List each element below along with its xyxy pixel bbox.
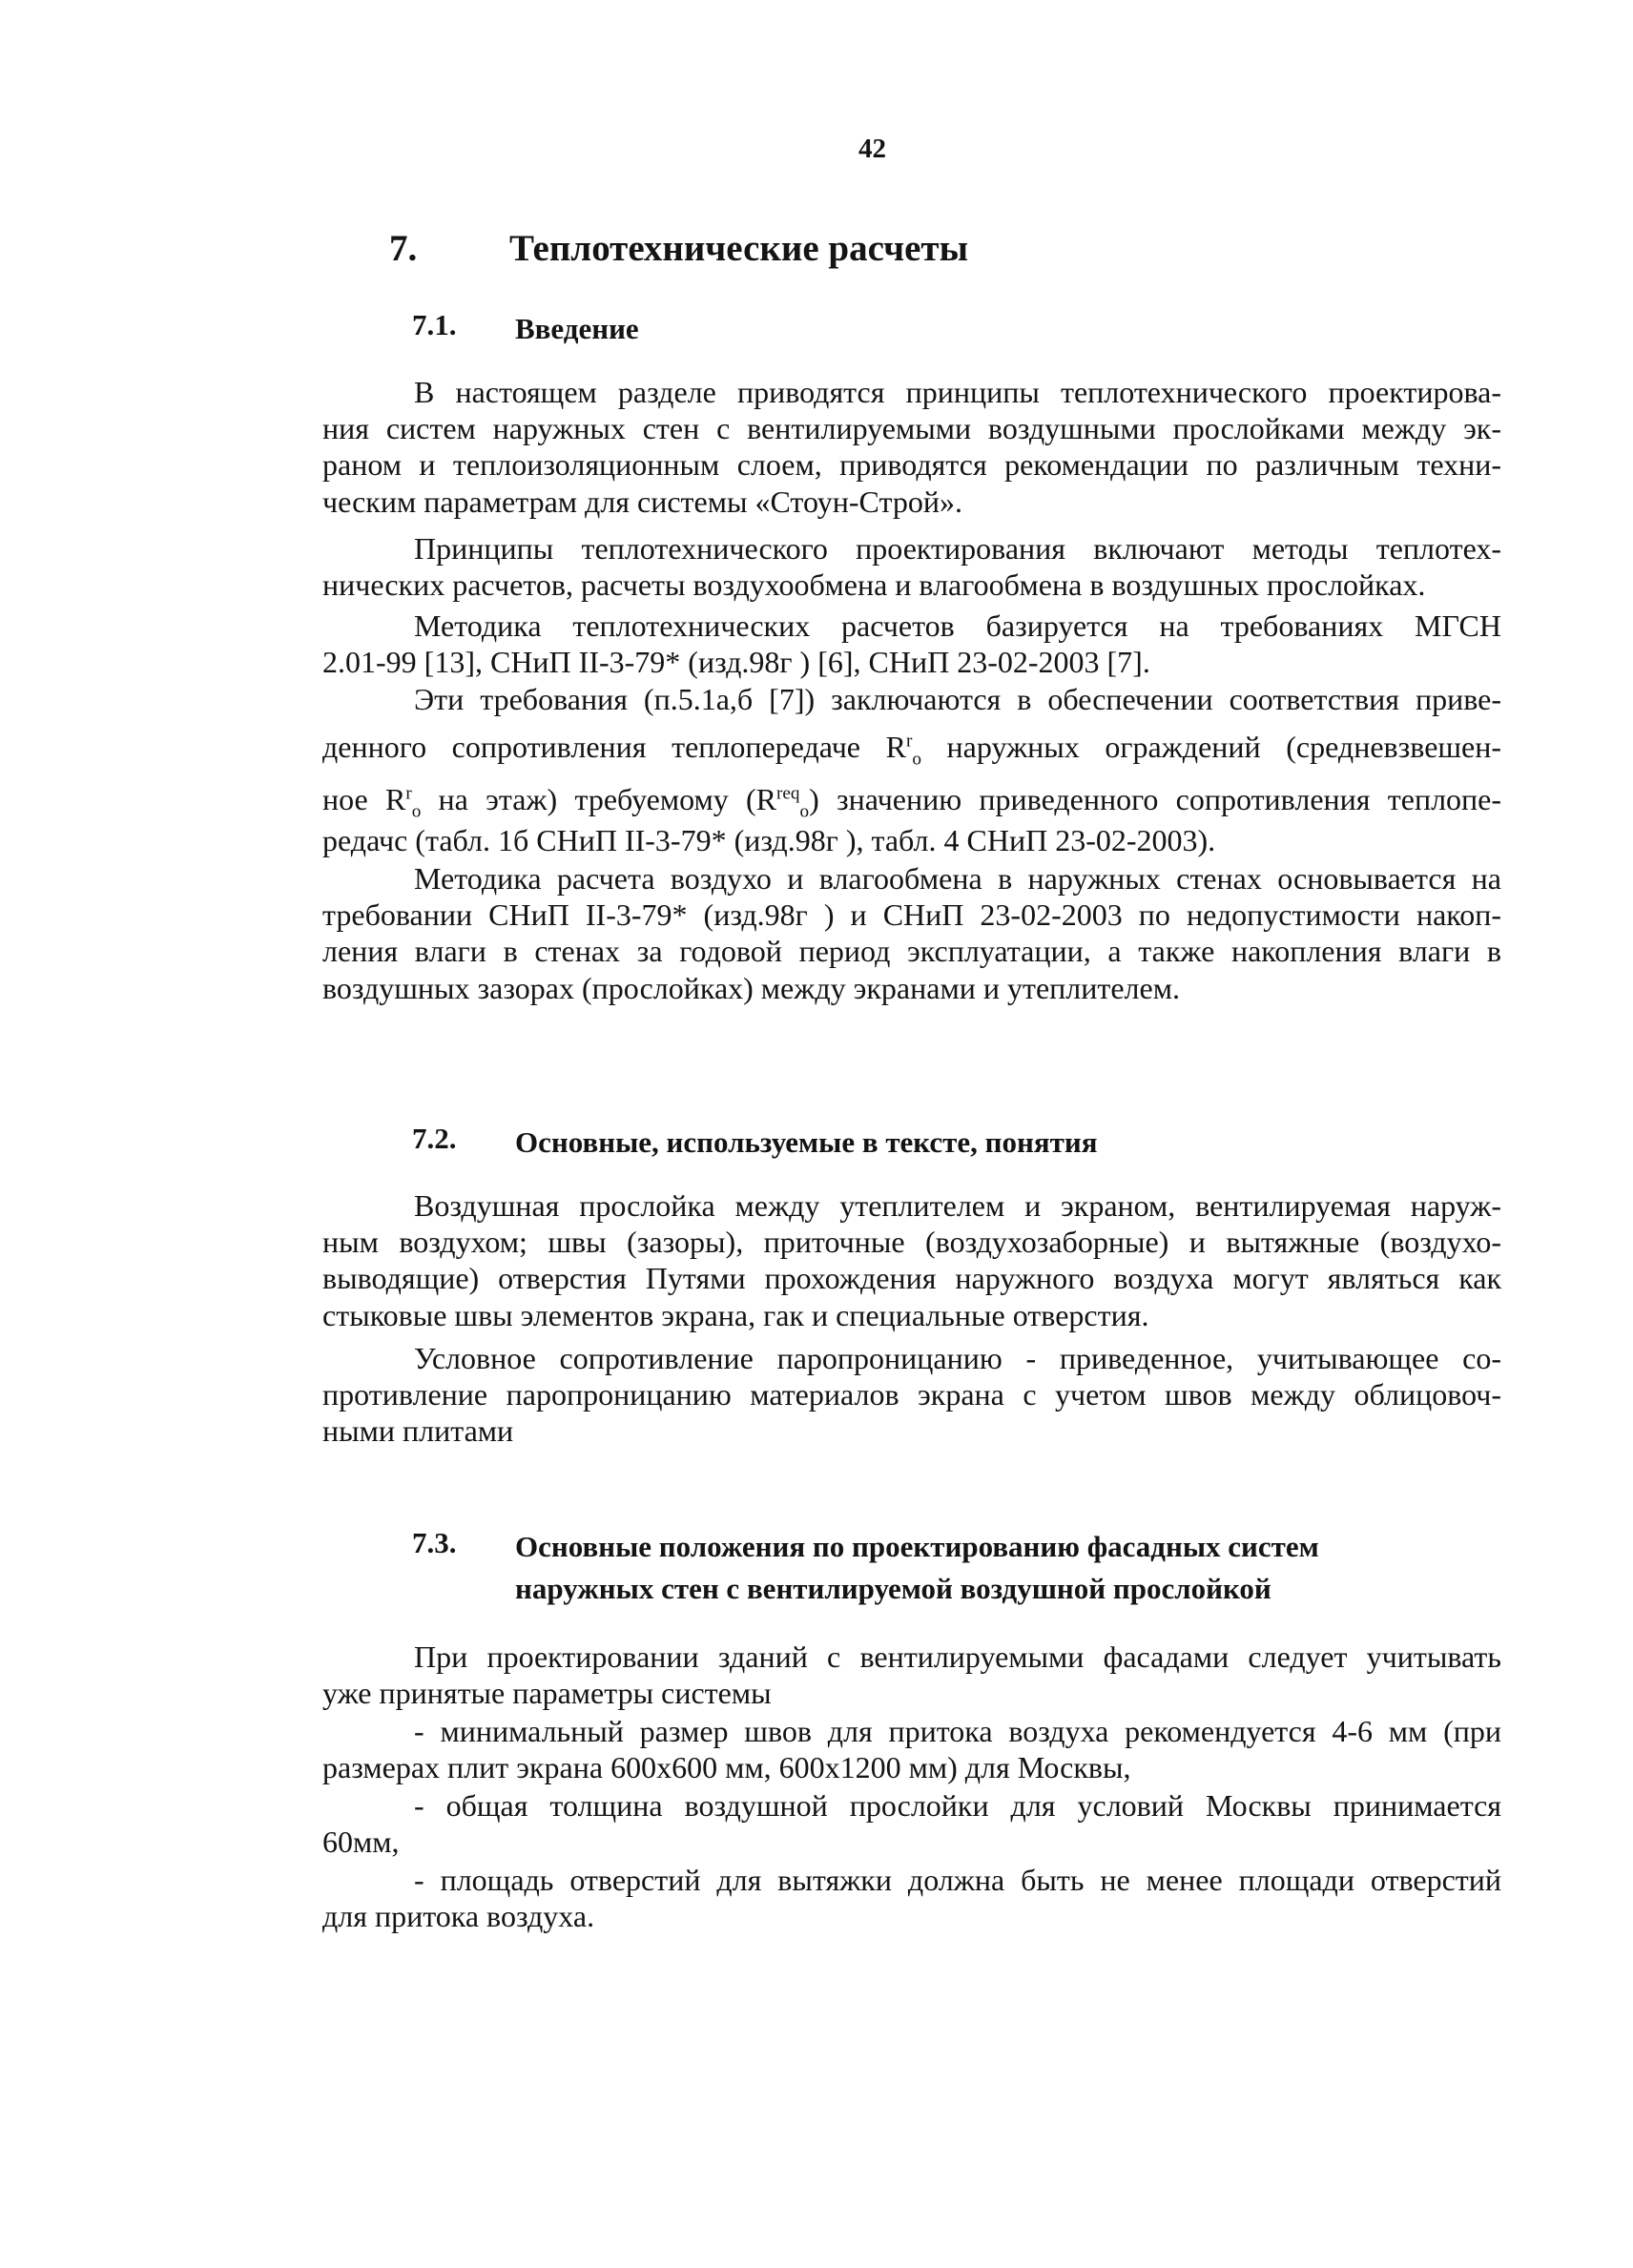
text-line: выводящие) отверстия Путями прохождения наружного воздуха могут являться как: [322, 1261, 1501, 1296]
text-line: раном и теплоизоляционным слоем, приводятся рекомендации по различным техни-: [322, 447, 1501, 483]
text-line: Эти требования (п.5.1а,б [7]) заключаются в обеспечении соответствия приве-: [414, 682, 1501, 716]
text-line: [322, 717, 1501, 776]
text-line: ным воздухом; швы (зазоры), приточные (воздухозаборные) и вытяжные (воздухо-: [322, 1225, 1501, 1260]
text-line: для притока воздуха.: [322, 1899, 595, 1934]
text-line: ния систем наружных стен с вентилируемыми воздушными прослойками между эк-: [322, 411, 1501, 446]
text-line: - площадь отверстий для вытяжки должна быть не менее площади отверстий: [414, 1863, 1501, 1897]
text-line: Принципы теплотехнического проектирования включают методы теплотех-: [414, 531, 1501, 566]
paragraph-principles: [322, 530, 1501, 603]
formula-r-o: [384, 782, 422, 822]
formula-sub: o: [912, 749, 921, 770]
subsection-title: [515, 1526, 1319, 1610]
section-title: Теплотехнические расчеты: [509, 228, 969, 269]
text-line: При проектировании зданий с вентилируемыми фасадами следует учитывать: [414, 1639, 1501, 1674]
text-line: уже принятые параметры системы: [322, 1676, 772, 1711]
formula-symbol: R: [885, 730, 906, 765]
text-fragment: на этаж) требуемому (: [438, 782, 756, 817]
title-line: наружных стен с вентилируемой воздушной прослойкой: [515, 1572, 1271, 1605]
text-line: ления влаги в стенах за годовой период эксплуатации, а также накопления влаги в: [322, 934, 1501, 969]
formula-symbol: R: [755, 782, 777, 817]
text-line: противление паропроницанию материалов экрана с учетом швов между облицовоч-: [322, 1377, 1501, 1412]
text-line: 60мм,: [322, 1825, 400, 1860]
list-item-exhaust: [322, 1862, 1501, 1934]
text-line: размерах плит экрана 600х600 мм, 600х1200 мм) для Москвы,: [322, 1750, 1131, 1785]
text-line: Условное сопротивление паропроницанию - приведенное, учитывающее со-: [414, 1341, 1501, 1375]
text-line: - минимальный размер швов для притока воздуха рекомендуется 4-6 мм (при: [414, 1714, 1501, 1748]
formula-sub: o: [411, 801, 422, 822]
text-line: Методика расчета воздухо и влагообмена в наружных стенах основывается на: [414, 861, 1501, 896]
formula-sup: req: [776, 783, 800, 804]
paragraph-requirements: [322, 681, 1501, 858]
subsection-heading-7-1: [412, 308, 639, 350]
text-line: нических расчетов, расчеты воздухообмена и влагообмена в воздушных прослойках.: [322, 567, 1426, 603]
paragraph-air-gap: [322, 1187, 1501, 1333]
text-line: ными плитами: [322, 1413, 514, 1449]
text-line: воздушных зазорах (прослойках) между экранами и утеплителем.: [322, 970, 1180, 1005]
formula-r-req: [755, 782, 810, 822]
text-line: 2.01-99 [13], СНиП II-3-79* (изд.98г ) [6], СНиП 23-02-2003 [7].: [322, 645, 1150, 680]
formula-sup: r: [405, 783, 412, 804]
subsection-title: Основные, используемые в тексте, понятия: [515, 1125, 1098, 1159]
section-heading: [389, 227, 968, 270]
paragraph-moisture: [322, 860, 1501, 1006]
subsection-number: 7.2.: [412, 1122, 457, 1155]
text-line: В настоящем разделе приводятся принципы теплотехнического проектирова-: [414, 375, 1501, 409]
text-line: - общая толщина воздушной прослойки для условий Москвы принимается: [414, 1788, 1501, 1823]
text-fragment: денного сопротивления теплопередаче: [322, 730, 860, 765]
text-line: ческим параметрам для системы «Стоун-Строй».: [322, 484, 962, 519]
title-line: Основные положения по проектированию фасадных систем: [515, 1530, 1319, 1563]
paragraph-intro: [322, 374, 1501, 520]
formula-symbol: R: [384, 782, 406, 817]
text-line: требовании СНиП II-3-79* (изд.98г ) и СНиП 23-02-2003 по недопустимости накоп-: [322, 897, 1501, 933]
list-item-thickness: [322, 1787, 1501, 1860]
text-line: [322, 776, 1501, 822]
page-number: 42: [858, 134, 886, 164]
subsection-number: 7.1.: [412, 308, 457, 341]
text-line: редачс (табл. 1б СНиП II-3-79* (изд.98г ), табл. 4 СНиП 23-02-2003).: [322, 823, 1216, 858]
text-line: Методика теплотехнических расчетов базируется на требованиях МГСН: [414, 608, 1501, 643]
paragraph-design: [322, 1639, 1501, 1711]
formula-sup: r: [905, 731, 913, 752]
text-fragment: наружных ограждений (средневзвешен-: [946, 730, 1502, 765]
text-line: стыковые швы элементов экрана, гак и специальные отверстия.: [322, 1297, 1149, 1332]
section-number: 7.: [389, 228, 418, 269]
text-fragment: ное: [322, 782, 368, 817]
paragraph-methodology: [322, 608, 1501, 680]
text-line: Воздушная прослойка между утеплителем и экраном, вентилируемая наруж-: [414, 1188, 1501, 1223]
list-item-seams: [322, 1713, 1501, 1785]
subsection-heading-7-2: [412, 1122, 1098, 1164]
formula-r-o: [885, 730, 921, 770]
text-fragment: ) значению приведенного сопротивления теплопе-: [809, 782, 1502, 817]
formula-sub: o: [799, 801, 810, 822]
subsection-title: Введение: [515, 312, 639, 345]
subsection-heading-7-3: [412, 1526, 1319, 1610]
subsection-number: 7.3.: [412, 1526, 457, 1559]
paragraph-vapor-resistance: [322, 1340, 1501, 1450]
